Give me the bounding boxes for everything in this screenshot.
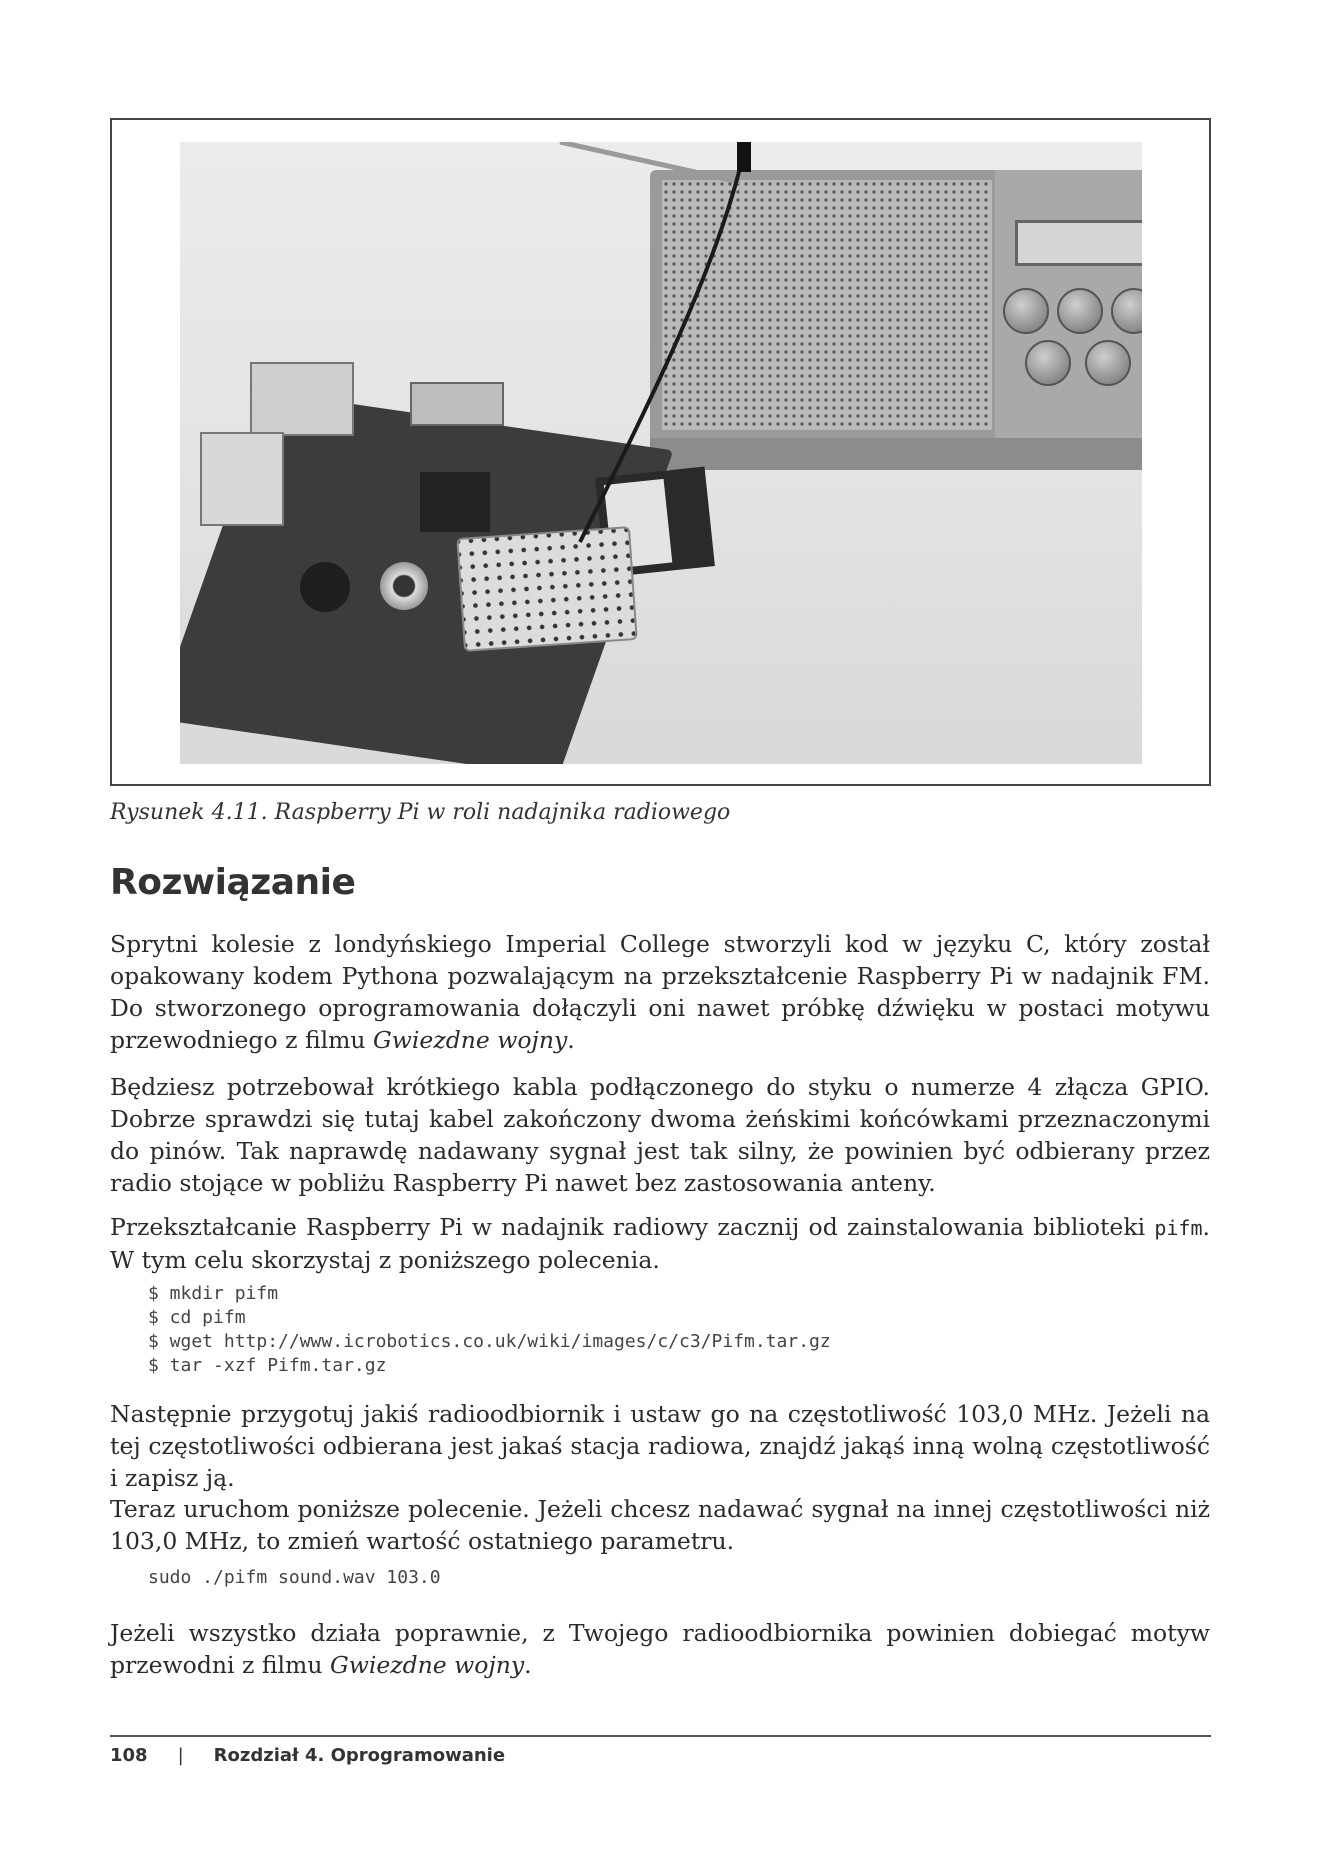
chapter-title: Rozdział 4. Oprogramowanie xyxy=(213,1745,506,1766)
paragraph-run-command: Teraz uruchom poniższe polecenie. Jeżeli chcesz nadawać sygnał na innej częstotliwości niż 103,0 MHz, to zmień wartość ostatniego parametru. xyxy=(110,1495,1210,1555)
film-title: Gwiezdne wojny xyxy=(373,1026,568,1054)
paragraph-result xyxy=(110,1617,1210,1681)
paragraph-result-text: Jeżeli wszystko działa poprawnie, z Twojego radioodbiornika powinien dobiegać motyw przewodni z filmu xyxy=(110,1619,1210,1679)
paragraph-install-end: . W tym celu skorzystaj z poniższego polecenia. xyxy=(110,1213,1210,1274)
section-heading: Rozwiązanie xyxy=(110,862,356,903)
paragraph-intro xyxy=(110,928,1210,1056)
paragraph-install-text: Przekształcanie Raspberry Pi w nadajnik radiowy zacznij od zainstalowania biblioteki xyxy=(110,1213,1155,1241)
figure-photo-raspberry-pi-radio xyxy=(180,142,1142,764)
page-number: 108 xyxy=(110,1745,148,1766)
paragraph-intro-text: Sprytni kolesie z londyńskiego Imperial College stworzyli kod w języku C, który został opakowany kodem Pythona pozwalającym na przekształcenie Raspberry Pi w nadajnik FM. Do stworzonego oprogramowania dołączyli oni nawet próbkę dźwięku w postaci motywu przewodniego z filmu xyxy=(110,930,1210,1054)
page-footer xyxy=(110,1745,505,1766)
code-block-run: sudo ./pifm sound.wav 103.0 xyxy=(148,1567,441,1588)
footer-rule xyxy=(110,1735,1211,1737)
photo-antenna-wires xyxy=(180,142,1142,764)
footer-separator: | xyxy=(177,1745,184,1766)
paragraph-result-end: . xyxy=(524,1651,532,1679)
code-block-install: $ mkdir pifm $ cd pifm $ wget http://www.icrobotics.co.uk/wiki/images/c/c3/Pifm.tar.gz $ tar -xzf Pifm.tar.gz xyxy=(148,1283,831,1376)
paragraph-cable: Będziesz potrzebował krótkiego kabla podłączonego do styku o numerze 4 złącza GPIO. Dobrze sprawdzi się tutaj kabel zakończony dwoma żeńskimi końcówkami przeznaczonymi do pinów. Tak naprawdę nadawany sygnał jest tak silny, że powinien być odbierany przez radio stojące w pobliżu Raspberry Pi nawet bez zastosowania anteny. xyxy=(110,1073,1210,1197)
paragraph-intro-end: . xyxy=(567,1026,575,1054)
inline-code-pifm: pifm xyxy=(1154,1216,1203,1240)
film-title: Gwiezdne wojny xyxy=(329,1651,525,1679)
paragraph-install-intro xyxy=(110,1211,1210,1276)
figure-frame xyxy=(110,118,1211,786)
figure-caption: Rysunek 4.11. Raspberry Pi w roli nadajnika radiowego xyxy=(110,800,731,825)
paragraph-tune-radio: Następnie przygotuj jakiś radioodbiornik i ustaw go na częstotliwość 103,0 MHz. Jeżeli na tej częstotliwości odbierana jest jakaś stacja radiowa, znajdź jakąś inną wolną częstotliwość i zapisz ją. xyxy=(110,1400,1210,1492)
